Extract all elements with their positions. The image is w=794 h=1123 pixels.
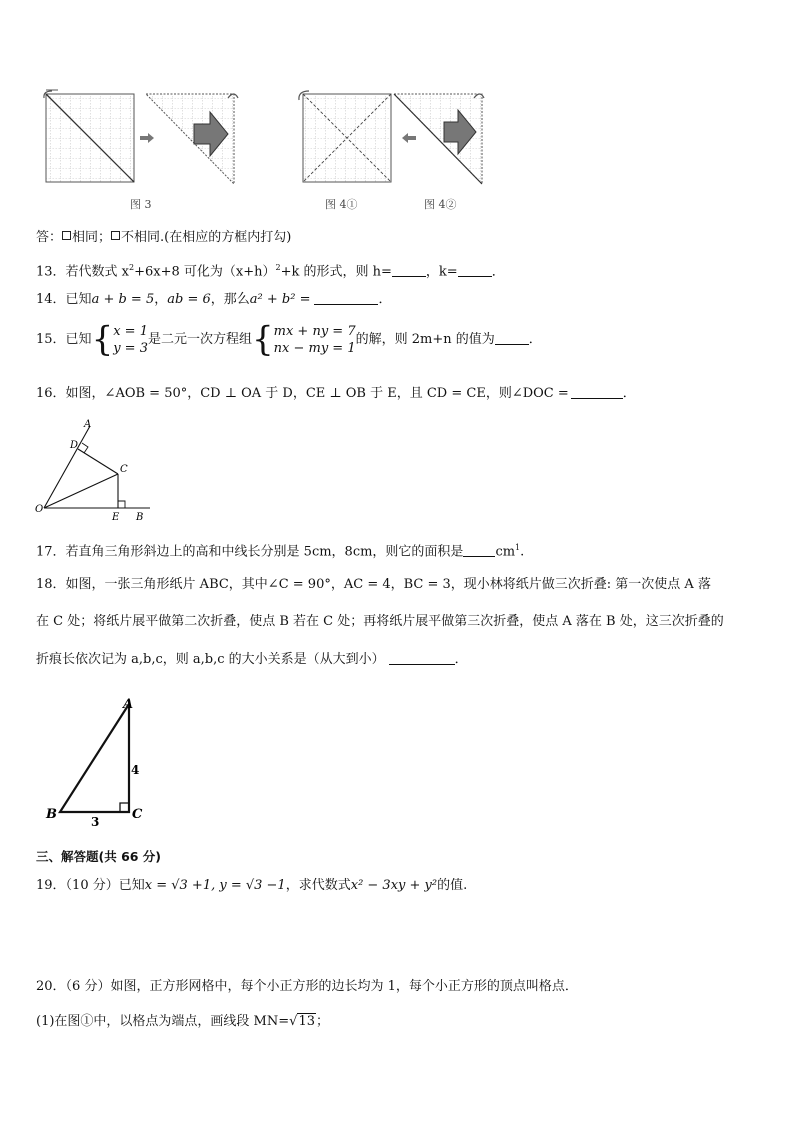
checkbox-same[interactable] [62, 231, 71, 240]
q16-text: 如图，∠AOB = 50°，CD ⊥ OA 于 D，CE ⊥ OB 于 E，且 CD = CE，则∠DOC = [65, 386, 569, 401]
q19-text-c: 的值. [437, 878, 468, 893]
q17-unit: cm [495, 544, 516, 560]
question-18-line3 [36, 650, 468, 669]
right-triangle-abc [40, 692, 150, 832]
q15-end: ． [528, 332, 542, 347]
q20-sub1-end: ； [315, 1014, 329, 1029]
figure-4a-caption: 图 4① [325, 198, 358, 211]
checkbox-different[interactable] [111, 231, 120, 240]
question-19 [36, 877, 467, 895]
q13-number: 13． [36, 264, 66, 280]
figure-3-left [40, 88, 140, 188]
q13-text-d: ，k= [425, 264, 458, 280]
q13-text-b: +6x+8 可化为（x+h） [134, 264, 276, 280]
q15-number: 15． [36, 332, 66, 347]
q15-sys1-line2: y = 3 [113, 340, 148, 356]
figure-4b-caption: 图 4② [424, 198, 457, 211]
side-bc-label: 3 [91, 815, 100, 829]
q15-blank[interactable] [495, 330, 529, 345]
label-B: B [136, 512, 144, 523]
q14-end: ． [378, 292, 392, 307]
q14-text-a: 已知 [65, 292, 92, 307]
q15-brace-1: { [91, 319, 114, 360]
q17-number: 17． [36, 544, 66, 560]
q19-expr: x = √3 +1, y = √3 −1 [144, 878, 286, 893]
question-17 [36, 539, 524, 561]
question-14 [36, 290, 391, 309]
q20-number: 20． [36, 979, 66, 994]
q13-text-e: ． [491, 264, 505, 280]
q15-sys2-line1: mx + ny = 7 [273, 323, 356, 339]
folding-grid-square [40, 88, 140, 188]
label-D: D [70, 440, 79, 451]
question-18-line2 [36, 613, 724, 631]
label-B: B [46, 807, 57, 822]
figure-3-right [142, 88, 240, 188]
folding-grid-square-diagonals [295, 88, 399, 188]
q20-sub1-text: (1)在图①中，以格点为端点，画线段 MN= [36, 1014, 290, 1029]
question-18-line1 [36, 576, 711, 594]
q18-number: 18． [36, 577, 66, 592]
q20-sub1-radicand: 13 [298, 1014, 315, 1029]
q17-text: 若直角三角形斜边上的高和中线长分别是 5cm，8cm，则它的面积是 [65, 544, 464, 560]
figure-4b-right [390, 88, 488, 188]
folded-triangle-with-arrow [142, 88, 240, 188]
q13-sup2: 2 [275, 263, 281, 272]
label-E: E [112, 512, 120, 523]
q18-end: ． [454, 652, 468, 667]
label-C: C [132, 807, 143, 822]
q16-figure [32, 416, 162, 524]
q19-score: （10 分） [65, 878, 119, 893]
q17-blank[interactable] [463, 542, 495, 557]
q13-text-a: 若代数式 x [65, 264, 130, 280]
label-A: A [123, 697, 134, 712]
q17-unit-sup: 1 [515, 543, 521, 552]
q14-blank[interactable] [314, 290, 378, 305]
figure-3-caption: 图 3 [130, 198, 152, 211]
answer-option-different: 不相同. [121, 230, 165, 245]
side-ac-label: 4 [131, 763, 140, 777]
q19-expr2: x² − 3xy + y² [350, 878, 438, 893]
q15-system-1 [113, 323, 148, 357]
label-O: O [35, 504, 44, 515]
angle-bisector-diagram [32, 416, 162, 524]
answer-prefix: 答： [36, 230, 63, 245]
q16-blank[interactable] [571, 384, 623, 399]
answer-option-same: 相同； [72, 230, 112, 245]
q17-end: . [520, 544, 525, 560]
q20-score: （6 分） [65, 979, 111, 994]
q20-text: 如图，正方形网格中，每个小正方形的边长均为 1，每个小正方形的顶点叫格点． [110, 979, 578, 994]
q14-expr3: a² + b² = [249, 292, 311, 307]
question-20-sub1 [36, 1013, 329, 1031]
q15-text-c: 的解，则 2m+n 的值为 [355, 332, 495, 347]
q18-line3: 折痕长依次记为 a,b,c，则 a,b,c 的大小关系是（从大到小） [36, 652, 385, 667]
question-16 [36, 384, 636, 403]
answer-line [36, 229, 291, 247]
q14-number: 14． [36, 292, 66, 307]
q15-text-a: 已知 [65, 332, 92, 347]
q13-blank-k[interactable] [458, 262, 492, 277]
sqrt-icon: √ [289, 1014, 298, 1029]
question-13 [36, 259, 505, 281]
q15-sys1-line1: x = 1 [113, 323, 148, 339]
q19-text-a: 已知 [118, 878, 145, 893]
q15-system-2 [274, 323, 356, 357]
label-C: C [120, 464, 128, 475]
q14-text-b: ，那么 [210, 292, 250, 307]
q15-brace-2: { [252, 319, 274, 360]
figure-4a-left [295, 88, 399, 188]
q15-sys2-line2: nx − my = 1 [273, 340, 356, 356]
q16-end: ． [622, 386, 636, 401]
q14-expr2: ab = 6 [167, 292, 211, 307]
q19-text-b: ，求代数式 [285, 878, 351, 893]
q16-number: 16． [36, 386, 66, 401]
folded-triangle-with-arrow-2 [390, 88, 488, 188]
q13-blank-h[interactable] [392, 262, 426, 277]
q13-text-c: +k 的形式，则 h= [280, 264, 392, 280]
q18-blank[interactable] [389, 650, 455, 665]
q18-figure [40, 692, 150, 832]
q18-line2: 在 C 处；将纸片展平做第二次折叠，使点 B 若在 C 处；再将纸片展平做第三次折叠，使点 A 落在 B 处，这三次折叠的 [36, 614, 724, 629]
q18-line1: 如图，一张三角形纸片 ABC，其中∠C = 90°，AC = 4，BC = 3，现小林将纸片做三次折叠: 第一次使点 A 落 [65, 577, 711, 592]
question-15 [36, 320, 542, 360]
label-A: A [84, 419, 92, 430]
q19-number: 19． [36, 878, 66, 893]
q14-expr1: a + b = 5 [91, 292, 155, 307]
q13-sup1: 2 [129, 263, 135, 272]
section-3-heading: 三、解答题(共 66 分) [36, 849, 162, 864]
answer-note: (在相应的方框内打勾) [164, 230, 292, 245]
q14-sep: ， [154, 292, 168, 307]
question-20 [36, 978, 578, 996]
q15-text-b: 是二元一次方程组 [147, 332, 252, 347]
